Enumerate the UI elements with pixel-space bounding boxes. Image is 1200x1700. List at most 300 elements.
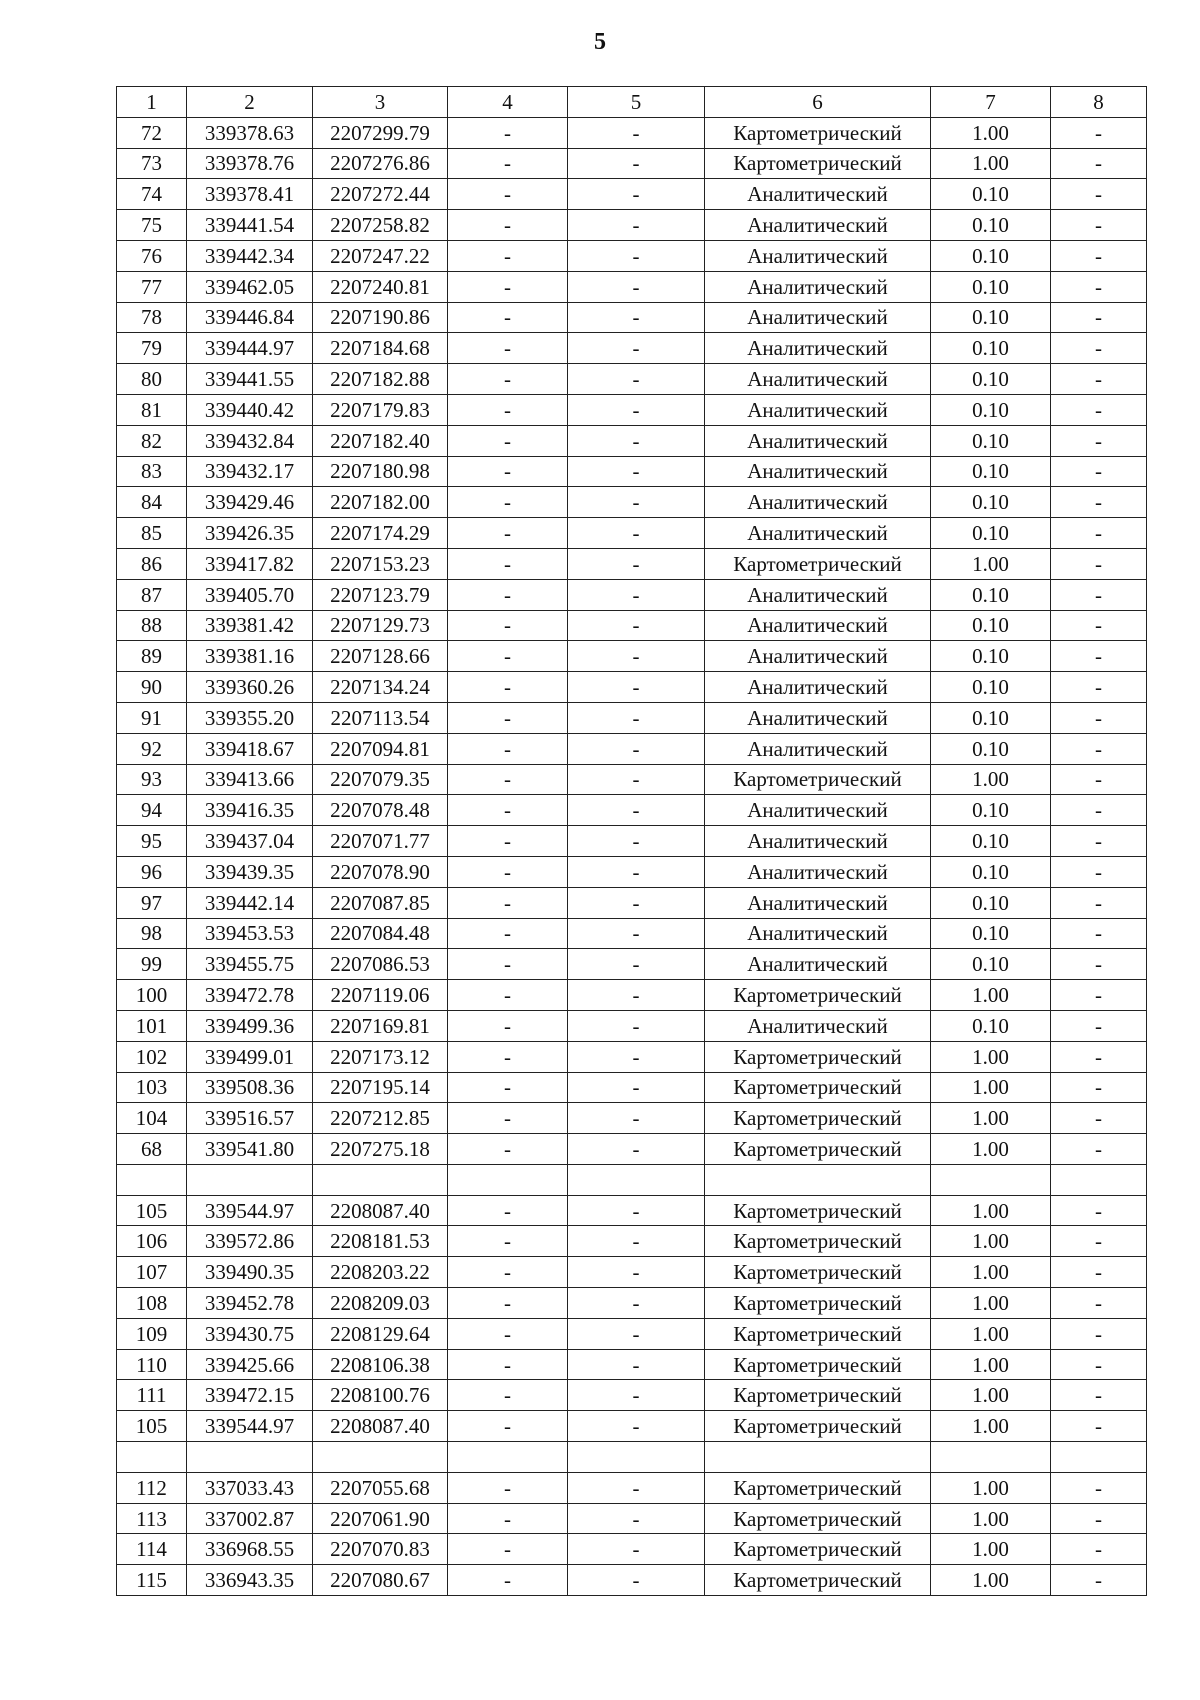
table-cell: - [448,1349,568,1380]
table-cell: 92 [117,733,187,764]
table-cell: 2207087.85 [313,887,448,918]
table-cell: Картометрический [705,1134,931,1165]
table-cell: - [1051,1380,1147,1411]
table-cell: 2207179.83 [313,394,448,425]
table-row [117,456,1147,487]
table-cell: - [1051,425,1147,456]
table-cell: Аналитический [705,425,931,456]
table-cell: - [448,1226,568,1257]
table-cell: - [448,579,568,610]
table-cell: 339441.55 [187,364,313,395]
table-cell: 1.00 [931,1534,1051,1565]
table-cell: 1.00 [931,1226,1051,1257]
table-cell: Картометрический [705,1318,931,1349]
table-cell: 339378.41 [187,179,313,210]
table-row [117,302,1147,333]
table-cell: 2208087.40 [313,1411,448,1442]
table-cell: 339541.80 [187,1134,313,1165]
table-cell: - [1051,302,1147,333]
table-row [117,1472,1147,1503]
table-row [117,1195,1147,1226]
table-cell: - [1051,918,1147,949]
table-cell: - [568,1257,705,1288]
table-cell: Аналитический [705,856,931,887]
table-cell: - [568,1534,705,1565]
table-cell: Аналитический [705,271,931,302]
table-cell: 104 [117,1103,187,1134]
table-cell: 0.10 [931,518,1051,549]
table-cell: 339439.35 [187,856,313,887]
table-cell: 105 [117,1411,187,1442]
table-cell: - [448,1010,568,1041]
table-cell: 82 [117,425,187,456]
table-cell: - [448,733,568,764]
table-cell: Аналитический [705,302,931,333]
table-cell: 73 [117,148,187,179]
table-cell: 2207174.29 [313,518,448,549]
table-row [117,1010,1147,1041]
table-cell: 2207119.06 [313,980,448,1011]
table-cell: 87 [117,579,187,610]
table-cell: 0.10 [931,240,1051,271]
table-cell: - [568,302,705,333]
table-cell: 339381.16 [187,641,313,672]
table-cell: 339444.97 [187,333,313,364]
table-cell: 339508.36 [187,1072,313,1103]
table-cell: - [568,1288,705,1319]
table-cell: - [568,1010,705,1041]
table-cell: 339453.53 [187,918,313,949]
table-cell: Аналитический [705,333,931,364]
table-cell: Аналитический [705,579,931,610]
table-cell: - [568,179,705,210]
table-cell: 84 [117,487,187,518]
table-cell: 2207247.22 [313,240,448,271]
table-cell: 0.10 [931,333,1051,364]
table-cell: 2207123.79 [313,579,448,610]
table-cell: Аналитический [705,918,931,949]
table-cell: - [1051,394,1147,425]
table-cell: - [448,302,568,333]
table-cell: - [1051,579,1147,610]
table-cell: - [568,1565,705,1596]
table-cell: 2208100.76 [313,1380,448,1411]
table-cell: 1.00 [931,148,1051,179]
table-row [117,1288,1147,1319]
table-cell: 339381.42 [187,610,313,641]
header-row [117,87,1147,118]
table-cell: 78 [117,302,187,333]
table-row [117,1380,1147,1411]
table-cell: 112 [117,1472,187,1503]
table-cell: 339499.01 [187,1041,313,1072]
table-cell: - [568,210,705,241]
table-cell: 106 [117,1226,187,1257]
table-cell: 2207272.44 [313,179,448,210]
table-cell: 2207080.67 [313,1565,448,1596]
table-cell: - [1051,1226,1147,1257]
table-cell: 2207153.23 [313,548,448,579]
table-cell: 2207061.90 [313,1503,448,1534]
table-cell [705,1442,931,1473]
table-cell: 2207299.79 [313,117,448,148]
table-cell: - [1051,826,1147,857]
table-cell: Картометрический [705,1257,931,1288]
table-cell: - [1051,271,1147,302]
table-cell [448,1164,568,1195]
table-cell: - [1051,1103,1147,1134]
table-cell: 0.10 [931,641,1051,672]
table-cell: - [448,795,568,826]
table-cell: 339413.66 [187,764,313,795]
table-cell: 2207086.53 [313,949,448,980]
table-cell: - [1051,148,1147,179]
table-cell: 339430.75 [187,1318,313,1349]
table-cell: 94 [117,795,187,826]
table-cell: 80 [117,364,187,395]
table-cell: - [1051,1565,1147,1596]
table-cell: 86 [117,548,187,579]
table-cell: 0.10 [931,702,1051,733]
table-cell: 68 [117,1134,187,1165]
table-cell: 2207070.83 [313,1534,448,1565]
table-cell: 2207071.77 [313,826,448,857]
table-cell: 2208106.38 [313,1349,448,1380]
table-cell: 2208203.22 [313,1257,448,1288]
table-cell: 2207169.81 [313,1010,448,1041]
table-cell: 2207094.81 [313,733,448,764]
table-cell: - [448,887,568,918]
table-row [117,856,1147,887]
table-row [117,579,1147,610]
table-row [117,641,1147,672]
table-cell: 339472.78 [187,980,313,1011]
table-cell: - [568,487,705,518]
table-cell: 2207078.48 [313,795,448,826]
column-header: 7 [931,87,1051,118]
table-cell: Аналитический [705,702,931,733]
table-cell: Картометрический [705,1072,931,1103]
table-cell: - [1051,856,1147,887]
table-cell: - [448,1041,568,1072]
table-cell: Картометрический [705,148,931,179]
table-cell: - [568,1318,705,1349]
table-cell: 107 [117,1257,187,1288]
table-cell: 339429.46 [187,487,313,518]
table-row [117,240,1147,271]
column-header: 8 [1051,87,1147,118]
table-cell: 339462.05 [187,271,313,302]
table-cell: 0.10 [931,579,1051,610]
column-header: 6 [705,87,931,118]
table-cell: 2207128.66 [313,641,448,672]
table-cell: - [448,117,568,148]
table-row [117,333,1147,364]
table-cell: - [568,733,705,764]
table-cell: 339544.97 [187,1195,313,1226]
table-row [117,1103,1147,1134]
table-cell: 77 [117,271,187,302]
table-cell: Картометрический [705,1565,931,1596]
table-cell: 2207258.82 [313,210,448,241]
table-cell: - [448,271,568,302]
table-row [117,1565,1147,1596]
table-cell: - [448,425,568,456]
table-cell: 339405.70 [187,579,313,610]
table-cell [117,1164,187,1195]
table-cell: 0.10 [931,364,1051,395]
table-cell: - [448,702,568,733]
table-cell: - [1051,980,1147,1011]
table-cell: 0.10 [931,826,1051,857]
table-cell: 339452.78 [187,1288,313,1319]
table-cell: 113 [117,1503,187,1534]
table-body [117,117,1147,1595]
table-cell [931,1442,1051,1473]
table-cell: 103 [117,1072,187,1103]
table-cell: - [568,764,705,795]
table-cell: Аналитический [705,949,931,980]
table-cell: 0.10 [931,1010,1051,1041]
table-cell: 2207276.86 [313,148,448,179]
table-cell [1051,1164,1147,1195]
table-cell: - [448,518,568,549]
table-cell: 1.00 [931,1318,1051,1349]
table-cell: Картометрический [705,1411,931,1442]
table-cell: - [448,210,568,241]
table-cell: 2207134.24 [313,672,448,703]
table-cell: 2208209.03 [313,1288,448,1319]
table-cell: Картометрический [705,117,931,148]
table-cell: Аналитический [705,364,931,395]
table-cell: - [568,1503,705,1534]
table-cell: - [448,764,568,795]
table-cell: 93 [117,764,187,795]
table-cell: 97 [117,887,187,918]
table-cell: 2207173.12 [313,1041,448,1072]
table-row [117,1318,1147,1349]
table-cell [568,1164,705,1195]
table-cell: - [568,240,705,271]
table-cell: 100 [117,980,187,1011]
table-cell: 339499.36 [187,1010,313,1041]
table-cell: 98 [117,918,187,949]
table-cell: 110 [117,1349,187,1380]
table-cell: 1.00 [931,1565,1051,1596]
table-cell: - [1051,1195,1147,1226]
table-cell [931,1164,1051,1195]
table-cell: 1.00 [931,1041,1051,1072]
table-cell: - [1051,179,1147,210]
table-cell: - [568,1195,705,1226]
table-cell: 74 [117,179,187,210]
table-row [117,548,1147,579]
table-row [117,1411,1147,1442]
table-row [117,148,1147,179]
table-cell: 339440.42 [187,394,313,425]
table-cell: 0.10 [931,887,1051,918]
table-cell: Аналитический [705,456,931,487]
table-cell: - [568,610,705,641]
table-cell: - [568,394,705,425]
table-cell: Аналитический [705,518,931,549]
column-header: 4 [448,87,568,118]
table-row [117,1041,1147,1072]
table-cell: 1.00 [931,980,1051,1011]
table-cell: - [1051,1257,1147,1288]
table-cell: 2207182.40 [313,425,448,456]
table-cell: - [1051,1288,1147,1319]
table-cell: 0.10 [931,456,1051,487]
table-cell: 2207182.88 [313,364,448,395]
table-row [117,394,1147,425]
table-cell [187,1442,313,1473]
table-cell: - [448,949,568,980]
table-cell: - [1051,1534,1147,1565]
table-cell: Картометрический [705,1472,931,1503]
table-cell: 91 [117,702,187,733]
table-cell: 2207078.90 [313,856,448,887]
separator-row [117,1164,1147,1195]
table-cell: 2208181.53 [313,1226,448,1257]
table-cell [187,1164,313,1195]
table-cell: 76 [117,240,187,271]
table-cell: 0.10 [931,918,1051,949]
table-row [117,949,1147,980]
table-cell [705,1164,931,1195]
table-row [117,1349,1147,1380]
table-row [117,702,1147,733]
table-cell: - [1051,1472,1147,1503]
table-cell: 2207079.35 [313,764,448,795]
table-cell: 0.10 [931,394,1051,425]
table-cell: 339425.66 [187,1349,313,1380]
table-cell: - [568,518,705,549]
table-cell: 2207195.14 [313,1072,448,1103]
table-cell: 339446.84 [187,302,313,333]
table-row [117,733,1147,764]
table-cell: 0.10 [931,795,1051,826]
table-cell [117,1442,187,1473]
table-cell: - [448,641,568,672]
table-cell: - [1051,333,1147,364]
table-cell: 2207180.98 [313,456,448,487]
table-cell: - [448,394,568,425]
table-cell: Картометрический [705,1195,931,1226]
table-cell: 2207113.54 [313,702,448,733]
table-cell: - [568,795,705,826]
table-cell: - [448,1472,568,1503]
table-cell: 2208087.40 [313,1195,448,1226]
table-cell: - [1051,1318,1147,1349]
table-row [117,271,1147,302]
column-header: 3 [313,87,448,118]
table-cell: 1.00 [931,1503,1051,1534]
table-cell: - [568,1072,705,1103]
table-cell: 0.10 [931,179,1051,210]
table-cell: 2207212.85 [313,1103,448,1134]
table-cell: - [568,1134,705,1165]
table-cell: - [1051,610,1147,641]
table-cell: 105 [117,1195,187,1226]
table-cell: 339472.15 [187,1380,313,1411]
table-cell: 339378.76 [187,148,313,179]
column-header: 1 [117,87,187,118]
table-cell: - [568,949,705,980]
table-cell: Картометрический [705,1534,931,1565]
table-cell: 0.10 [931,271,1051,302]
table-cell: 96 [117,856,187,887]
table-cell: Картометрический [705,1349,931,1380]
table-cell: - [568,117,705,148]
table-cell: 339455.75 [187,949,313,980]
table-cell: - [448,1103,568,1134]
column-header: 2 [187,87,313,118]
table-cell [1051,1442,1147,1473]
table-cell: - [568,980,705,1011]
table-cell: 336943.35 [187,1565,313,1596]
table-cell: - [568,1103,705,1134]
coordinates-table [116,86,1147,1596]
table-cell: - [1051,518,1147,549]
table-cell: 108 [117,1288,187,1319]
table-cell: Картометрический [705,1380,931,1411]
table-cell: - [1051,487,1147,518]
table-cell: 1.00 [931,1103,1051,1134]
table-row [117,672,1147,703]
table-cell: - [1051,702,1147,733]
table-row [117,980,1147,1011]
table-cell: - [568,548,705,579]
table-cell: - [1051,1134,1147,1165]
table-cell: 339544.97 [187,1411,313,1442]
table-cell: 339441.54 [187,210,313,241]
table-cell: 2207084.48 [313,918,448,949]
table-cell: 0.10 [931,672,1051,703]
table-cell: - [568,1380,705,1411]
table-cell: 101 [117,1010,187,1041]
table-cell: - [1051,1503,1147,1534]
table-cell: 2207129.73 [313,610,448,641]
table-cell: Аналитический [705,887,931,918]
table-cell: Аналитический [705,641,931,672]
table-cell: 339442.34 [187,240,313,271]
table-cell: 2207190.86 [313,302,448,333]
table-cell: Аналитический [705,610,931,641]
table-row [117,1534,1147,1565]
table-cell: - [1051,887,1147,918]
table-cell: - [1051,1349,1147,1380]
table-cell: - [568,856,705,887]
table-cell: 1.00 [931,1411,1051,1442]
table-cell: - [1051,210,1147,241]
table-cell: 90 [117,672,187,703]
table-cell: - [448,1411,568,1442]
table-cell: - [1051,456,1147,487]
table-row [117,1226,1147,1257]
table-cell: - [568,1411,705,1442]
table-cell: 1.00 [931,117,1051,148]
table-cell: - [448,826,568,857]
table-cell: - [1051,795,1147,826]
table-cell: - [448,980,568,1011]
table-cell: - [568,672,705,703]
table-cell: Картометрический [705,548,931,579]
table-cell: 109 [117,1318,187,1349]
table-cell: 0.10 [931,210,1051,241]
table-cell: 339432.84 [187,425,313,456]
table-cell: 0.10 [931,856,1051,887]
